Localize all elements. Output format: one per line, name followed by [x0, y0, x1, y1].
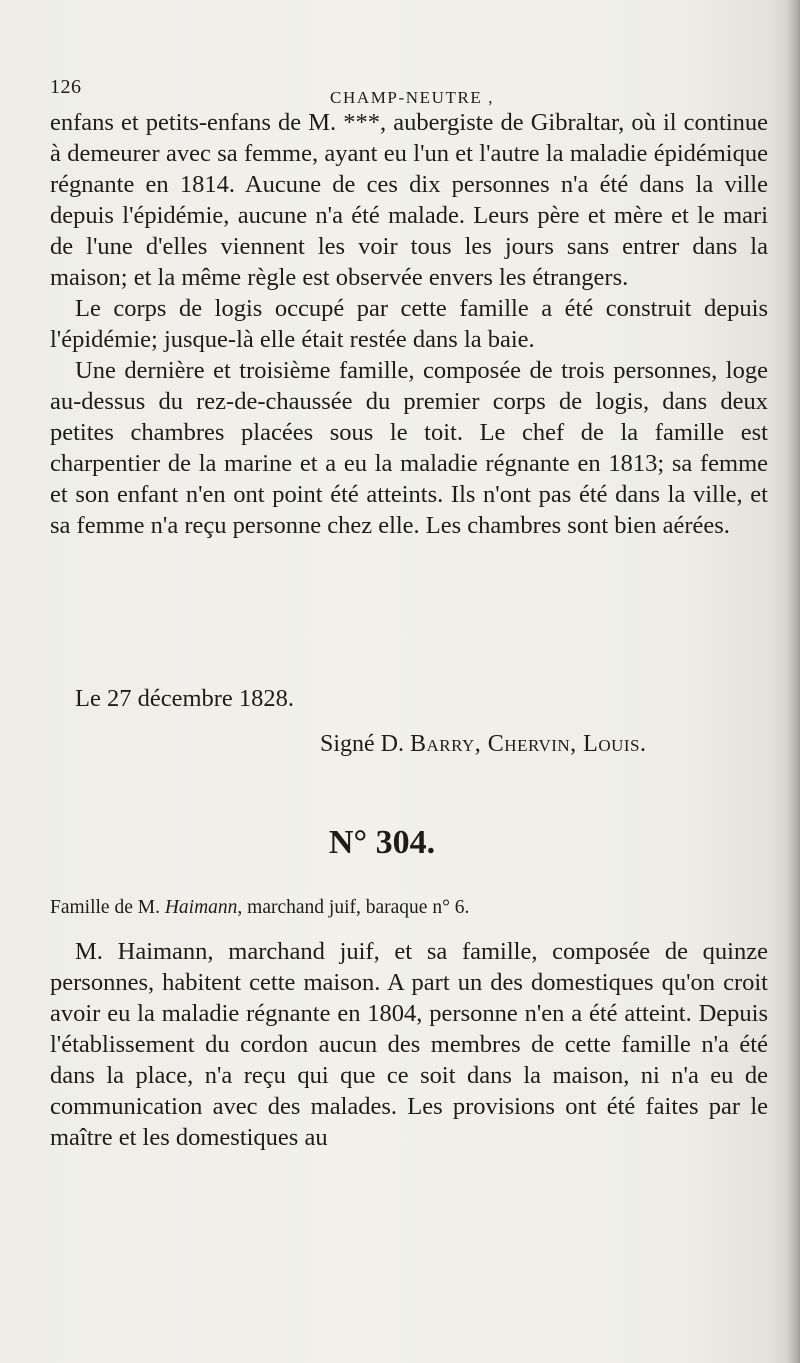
running-title: CHAMP-NEUTRE ,	[330, 88, 495, 107]
signature-prefix: Signé D.	[320, 731, 410, 757]
paragraph: Le corps de logis occupé par cette famille a été construit depuis l'épidémie; jusque-là elle était restée dans la baie.	[50, 295, 768, 353]
page-edge-shadow	[786, 0, 800, 1363]
document-subtitle	[50, 895, 469, 920]
document-number-text: N° 304.	[328, 824, 436, 861]
paragraph: M. Haimann, marchand juif, et sa famille, composée de quinze personnes, habitent cette maison. A part un des domestiques qu'on croit avoir eu la maladie régnante en 1804, personne n'en a été atteint. Depuis l'établissement du cordon aucun des membres de cette famille n'a été dans la place, n'a reçu qui que ce soit dans la maison, ni n'a eu de communication avec des malades. Les provisions ont été faites par le maître et les domestiques au	[50, 938, 768, 1151]
date-line: Le 27 décembre 1828.	[75, 685, 295, 712]
subtitle-name: Haimann	[164, 897, 238, 918]
signature-names: Barry, Chervin, Louis.	[410, 731, 647, 757]
paragraph: enfans et petits-enfans de M. ***, aubergiste de Gibraltar, où il continue à demeurer avec sa femme, ayant eu l'un et l'autre la maladie épidémique régnante en 1814. Aucune de ces dix personnes n'a été dans la ville depuis l'épidémie, aucune n'a été malade. Leurs père et mère et le mari de l'une d'elles viennent les voir tous les jours sans entrer dans la maison; et la même règle est observée envers les étrangers.	[50, 109, 768, 291]
subtitle-before: Famille de M.	[50, 897, 165, 918]
document-number	[0, 824, 800, 862]
body-text-bottom	[50, 936, 768, 1153]
signature-line	[320, 729, 647, 760]
subtitle-after: , marchand juif, baraque n° 6.	[237, 897, 470, 918]
page-number: 126	[50, 76, 82, 98]
body-text-top	[50, 107, 768, 541]
paragraph: Une dernière et troisième famille, composée de trois personnes, loge au-dessus du rez-de-chaussée du premier corps de logis, dans deux petites chambres placées sous le toit. Le chef de la famille est charpentier de la marine et a eu la maladie régnante en 1813; sa femme et son enfant n'en ont point été atteints. Ils n'ont pas été dans la ville, et sa femme n'a reçu personne chez elle. Les chambres sont bien aérées.	[50, 357, 768, 539]
